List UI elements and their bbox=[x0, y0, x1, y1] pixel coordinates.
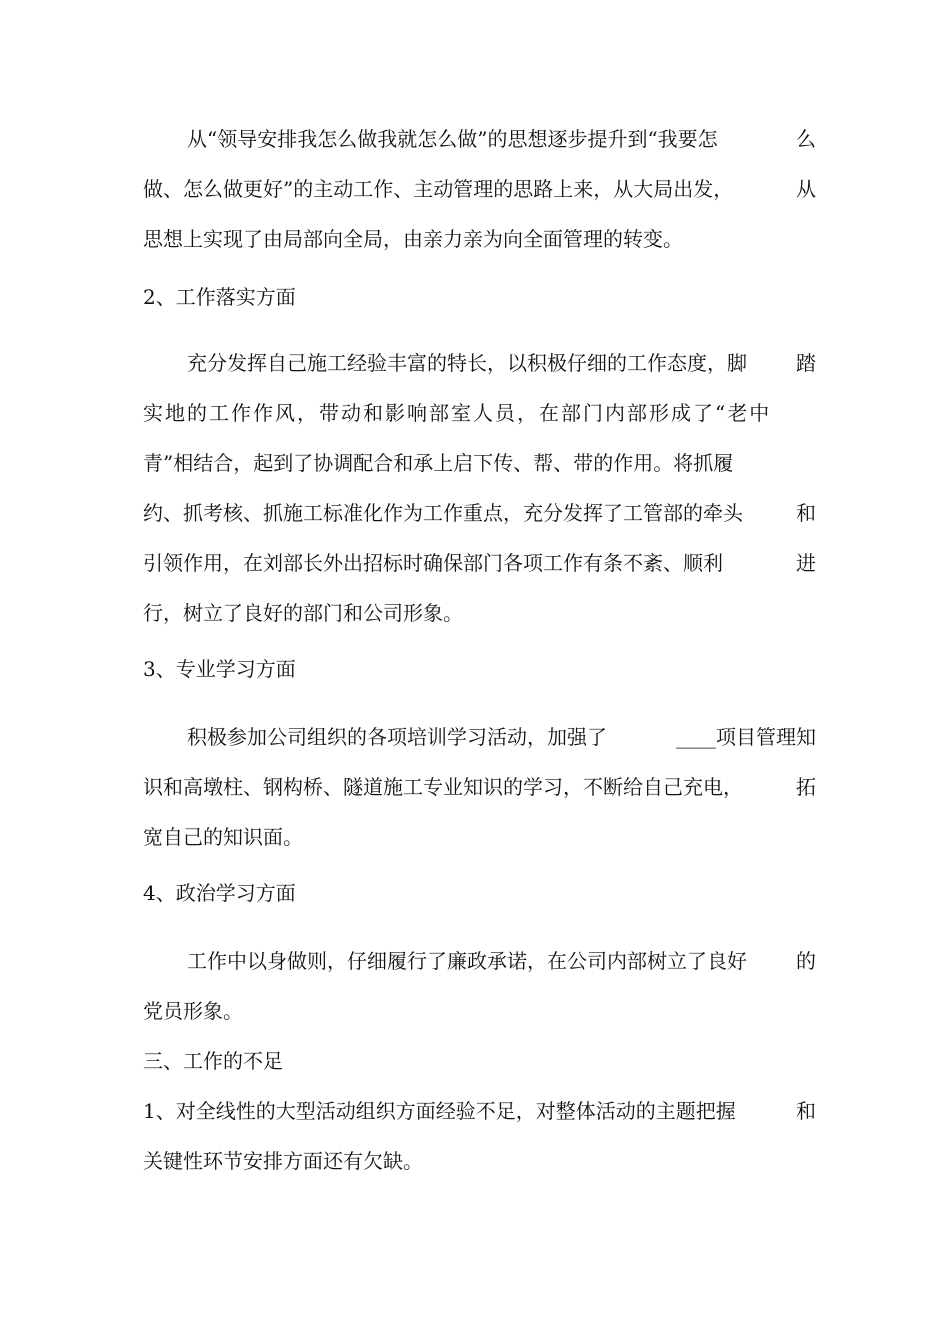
section-heading bbox=[143, 879, 816, 907]
paragraph-line bbox=[143, 723, 816, 751]
text-segment: 识和高墩柱、钢构桥、隧道施工专业知识的学习，不断给自己充电， bbox=[143, 775, 743, 799]
text-segment: 从 bbox=[796, 177, 816, 201]
paragraph-line bbox=[143, 773, 816, 801]
text-segment: 宽自己的知识面。 bbox=[143, 825, 303, 849]
paragraph-line bbox=[143, 997, 816, 1025]
section-heading bbox=[143, 1047, 816, 1075]
section-heading bbox=[143, 655, 816, 683]
text-segment: 从“领导安排我怎么做我就怎么做”的思想逐步提升到“我要怎 bbox=[187, 127, 718, 151]
text-segment: 1、对全线性的大型活动组织方面经验不足，对整体活动的主题把握 bbox=[143, 1099, 736, 1123]
section-heading bbox=[143, 283, 816, 311]
paragraph-line bbox=[143, 599, 816, 627]
paragraph-line bbox=[143, 549, 816, 577]
paragraph-line bbox=[143, 175, 816, 203]
text-segment: 和 bbox=[796, 501, 816, 525]
text-segment: 积极参加公司组织的各项培训学习活动，加强了 bbox=[187, 725, 607, 749]
paragraph-line bbox=[143, 125, 816, 153]
text-segment: 充分发挥自己施工经验丰富的特长，以积极仔细的工作态度，脚 bbox=[187, 351, 747, 375]
paragraph-line bbox=[143, 1147, 816, 1175]
text-segment: 做、怎么做更好”的主动工作、主动管理的思路上来，从大局出发， bbox=[143, 177, 734, 201]
text-segment: 进 bbox=[796, 551, 816, 575]
text-segment: 工作中以身做则，仔细履行了廉政承诺，在公司内部树立了良好 bbox=[187, 949, 747, 973]
heading-text: 2、工作落实方面 bbox=[143, 285, 296, 309]
text-segment: 拓 bbox=[796, 775, 816, 799]
text-segment: 约、抓考核、抓施工标准化作为工作重点，充分发挥了工管部的牵头 bbox=[143, 501, 743, 525]
text-segment: 青”相结合，起到了协调配合和承上启下传、帮、带的作用。将抓履 bbox=[143, 451, 734, 475]
text-segment: 关键性环节安排方面还有欠缺。 bbox=[143, 1149, 423, 1173]
paragraph-line bbox=[143, 823, 816, 851]
text-segment: 党员形象。 bbox=[143, 999, 243, 1023]
paragraph-line bbox=[143, 349, 816, 377]
text-segment: ____项目管理知 bbox=[676, 725, 816, 749]
paragraph-line bbox=[143, 399, 816, 427]
text-segment: 的 bbox=[796, 949, 816, 973]
heading-text: 三、工作的不足 bbox=[143, 1049, 283, 1073]
paragraph-line bbox=[143, 947, 816, 975]
text-segment: 么 bbox=[796, 127, 816, 151]
text-segment: 实地的工作作风，带动和影响部室人员，在部门内部形成了“老中 bbox=[143, 401, 772, 425]
heading-text: 4、政治学习方面 bbox=[143, 881, 296, 905]
text-segment: 行，树立了良好的部门和公司形象。 bbox=[143, 601, 463, 625]
text-segment: 引领作用，在刘部长外出招标时确保部门各项工作有条不紊、顺利 bbox=[143, 551, 723, 575]
paragraph-line bbox=[143, 225, 816, 253]
text-segment: 和 bbox=[796, 1099, 816, 1123]
text-segment: 思想上实现了由局部向全局，由亲力亲为向全面管理的转变。 bbox=[143, 227, 683, 251]
text-segment: 踏 bbox=[796, 351, 816, 375]
paragraph-line bbox=[143, 1097, 816, 1125]
paragraph-line bbox=[143, 499, 816, 527]
heading-text: 3、专业学习方面 bbox=[143, 657, 296, 681]
paragraph-line bbox=[143, 449, 816, 477]
